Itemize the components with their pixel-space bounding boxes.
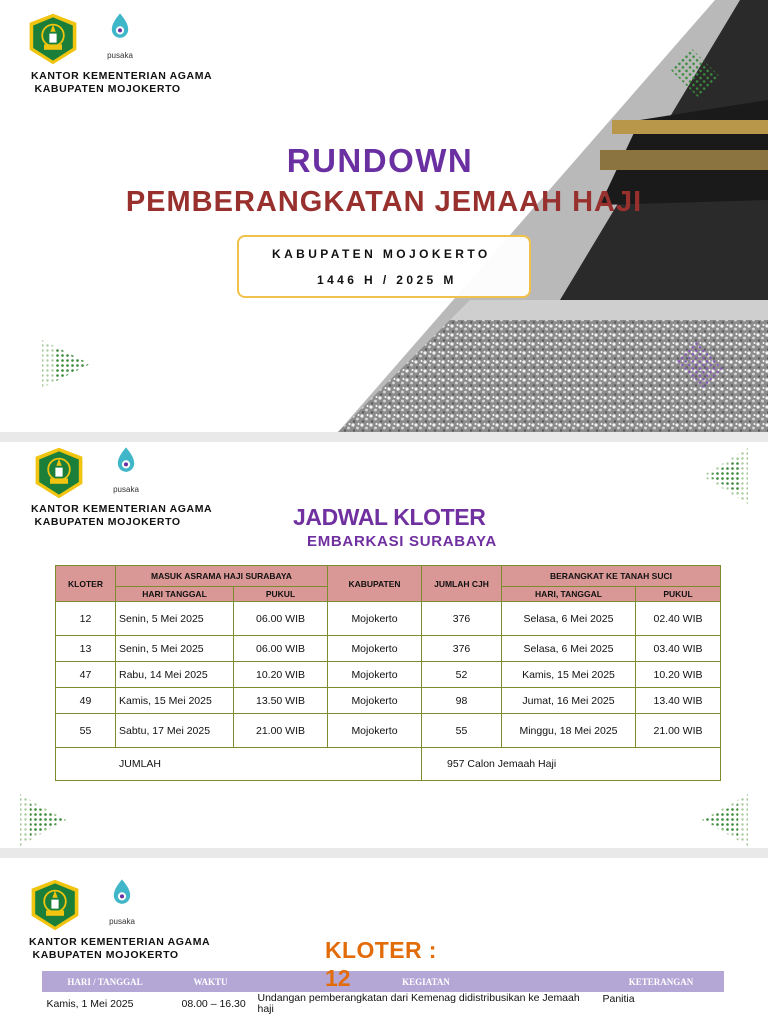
header-logos — [26, 12, 142, 66]
cell-berangkat-tanggal: Jumat, 16 Mei 2025 — [502, 688, 636, 714]
slide-kloter-12 — [0, 858, 768, 1024]
cell-jumlah: 52 — [422, 662, 502, 688]
info-line-year: 1446 H / 2025 M — [317, 273, 457, 287]
pusaka-logo — [98, 12, 142, 60]
cell-jumlah: 55 — [422, 714, 502, 748]
office-line2: KABUPATEN MOJOKERTO — [29, 948, 179, 961]
col-kloter: KLOTER — [56, 566, 116, 602]
cell-kabupaten: Mojokerto — [328, 662, 422, 688]
cell-berangkat-tanggal: Kamis, 15 Mei 2025 — [502, 662, 636, 688]
col-pukul: PUKUL — [234, 587, 328, 602]
office-line1: KANTOR KEMENTERIAN AGAMA — [31, 503, 213, 515]
cell-berangkat-pukul: 13.40 WIB — [636, 688, 721, 714]
cell-berangkat-pukul: 21.00 WIB — [636, 714, 721, 748]
col-keterangan: KETERANGAN — [599, 972, 724, 992]
pusaka-label: pusaka — [113, 485, 139, 494]
cell-masuk-tanggal: Kamis, 15 Mei 2025 — [116, 688, 234, 714]
total-row — [56, 748, 721, 781]
cell-kabupaten: Mojokerto — [328, 636, 422, 662]
col-hari-tanggal: HARI / TANGGAL — [43, 972, 168, 992]
table-row — [56, 688, 721, 714]
rundown-title: RUNDOWN — [286, 142, 474, 179]
col-kegiatan: KEGIATAN — [254, 972, 599, 992]
office-name — [31, 503, 212, 528]
cell-berangkat-tanggal: Selasa, 6 Mei 2025 — [502, 636, 636, 662]
pusaka-logo-icon — [105, 878, 139, 912]
cell-masuk-pukul: 21.00 WIB — [234, 714, 328, 748]
col-pukul-berangkat: PUKUL — [636, 587, 721, 602]
cell-kloter: 47 — [56, 662, 116, 688]
cell-jumlah: 376 — [422, 602, 502, 636]
cell-kegiatan: Undangan pemberangkatan dari Kemenag didistribusikan ke Jemaah haji — [254, 992, 599, 1024]
cell-masuk-pukul: 06.00 WIB — [234, 636, 328, 662]
dots-decoration-icon — [18, 792, 68, 848]
kemenag-logo-icon — [28, 878, 82, 932]
info-box — [237, 235, 531, 298]
cell-masuk-tanggal: Sabtu, 17 Mei 2025 — [116, 714, 234, 748]
pusaka-logo — [100, 878, 144, 926]
cell-kabupaten: Mojokerto — [328, 688, 422, 714]
schedule-table — [42, 971, 724, 1024]
kloter-table — [55, 565, 721, 781]
pusaka-logo-icon — [103, 12, 137, 46]
jadwal-title: JADWAL KLOTER — [293, 504, 486, 530]
kloter-number: 12 — [325, 965, 351, 991]
pusaka-label: pusaka — [107, 51, 133, 60]
cell-masuk-tanggal: Senin, 5 Mei 2025 — [116, 636, 234, 662]
office-line1: KANTOR KEMENTERIAN AGAMA — [29, 936, 211, 948]
col-kabupaten: KABUPATEN — [328, 566, 422, 602]
cell-masuk-pukul: 10.20 WIB — [234, 662, 328, 688]
dots-decoration-icon — [40, 338, 95, 390]
cell-kloter: 12 — [56, 602, 116, 636]
dots-decoration-icon — [700, 446, 750, 506]
office-line2: KABUPATEN MOJOKERTO — [31, 515, 181, 528]
cell-hari-tanggal: Kamis, 1 Mei 2025 — [43, 992, 168, 1024]
info-line-region: KABUPATEN MOJOKERTO — [272, 247, 491, 261]
total-label: JUMLAH — [56, 748, 422, 781]
cell-masuk-tanggal: Senin, 5 Mei 2025 — [116, 602, 234, 636]
cell-berangkat-tanggal: Minggu, 18 Mei 2025 — [502, 714, 636, 748]
col-hari-tanggal-berangkat: HARI, TANGGAL — [502, 587, 636, 602]
cell-keterangan: Panitia — [599, 992, 724, 1024]
kloter-title: KLOTER : — [325, 937, 437, 963]
cell-masuk-tanggal: Rabu, 14 Mei 2025 — [116, 662, 234, 688]
header-logos — [32, 446, 148, 500]
kemenag-logo-icon — [32, 446, 86, 500]
total-value: 957 Calon Jemaah Haji — [422, 748, 721, 781]
office-line1: KANTOR KEMENTERIAN AGAMA — [31, 70, 213, 82]
cell-kabupaten: Mojokerto — [328, 602, 422, 636]
cell-berangkat-pukul: 10.20 WIB — [636, 662, 721, 688]
table-row — [43, 992, 724, 1024]
dots-decoration-icon — [700, 792, 750, 848]
cell-berangkat-pukul: 03.40 WIB — [636, 636, 721, 662]
pusaka-label: pusaka — [109, 917, 135, 926]
kemenag-logo-icon — [26, 12, 80, 66]
cell-berangkat-pukul: 02.40 WIB — [636, 602, 721, 636]
pusaka-logo-icon — [109, 446, 143, 480]
col-masuk-asrama: MASUK ASRAMA HAJI SURABAYA — [116, 566, 328, 587]
cell-masuk-pukul: 06.00 WIB — [234, 602, 328, 636]
cell-kabupaten: Mojokerto — [328, 714, 422, 748]
rundown-subtitle: PEMBERANGKATAN JEMAAH HAJI — [125, 186, 643, 218]
col-berangkat: BERANGKAT KE TANAH SUCI — [502, 566, 721, 587]
cell-kloter: 55 — [56, 714, 116, 748]
table-row — [56, 714, 721, 748]
office-line2: KABUPATEN MOJOKERTO — [31, 82, 181, 95]
slide-cover — [0, 0, 768, 432]
cell-kloter: 13 — [56, 636, 116, 662]
table-row — [56, 636, 721, 662]
col-jumlah-cjh: JUMLAH CJH — [422, 566, 502, 602]
slide-jadwal-kloter — [0, 442, 768, 848]
pusaka-logo — [104, 446, 148, 494]
cell-jumlah: 98 — [422, 688, 502, 714]
office-name — [31, 70, 212, 95]
office-name — [29, 936, 210, 961]
cell-jumlah: 376 — [422, 636, 502, 662]
col-waktu: WAKTU — [168, 972, 254, 992]
table-row — [56, 662, 721, 688]
col-hari-tanggal: HARI TANGGAL — [116, 587, 234, 602]
cell-masuk-pukul: 13.50 WIB — [234, 688, 328, 714]
table-row — [56, 602, 721, 636]
cell-kloter: 49 — [56, 688, 116, 714]
cell-berangkat-tanggal: Selasa, 6 Mei 2025 — [502, 602, 636, 636]
cell-waktu: 08.00 – 16.30 — [168, 992, 254, 1024]
jadwal-subtitle: EMBARKASI SURABAYA — [307, 533, 497, 550]
header-logos — [28, 878, 144, 932]
